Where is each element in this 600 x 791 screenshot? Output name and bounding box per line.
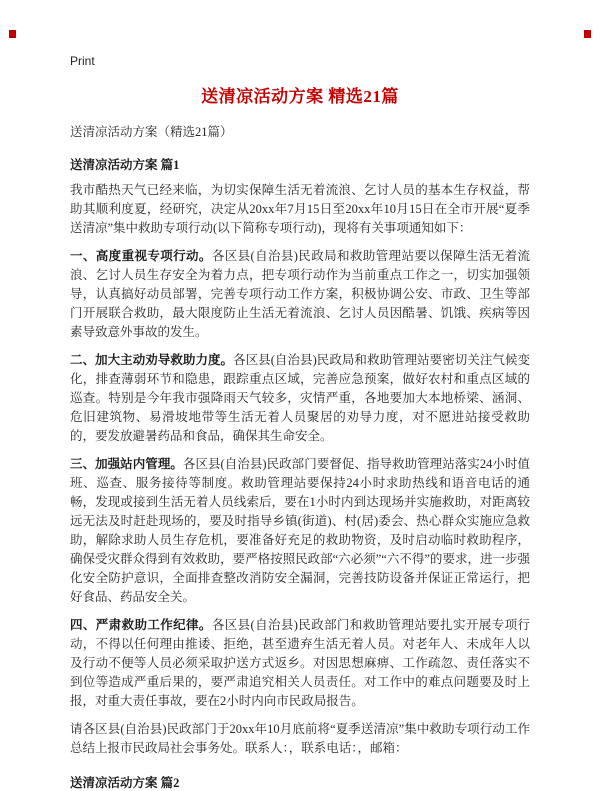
closing-paragraph (70, 720, 530, 758)
page-corner-mark-right (584, 30, 591, 38)
page-title: 送清凉活动方案 精选21篇 (201, 87, 399, 106)
paragraph-item-3-text: 各区县(自治县)民政部门要督促、指导救助管理站落实24小时值班、巡查、服务接待等制度。救助管理站要保持24小时求助热线和语音电话的通畅，发现或接到生活无着人员线索后，要在1小时内到达现场并实施救助，对距离较远无法及时赶赴现场的，要及时指导乡镇(街道)、村(居)委会、热心群众实施应急救助，解除求助人员生存危机，要准备好充足的救助物资，及时启动临时救助程序，确保受灾群众得到有效救助，要严格按照民政部“六必须”“六不得”的要求，进一步强化安全防护意识，全面排查整改消防安全漏洞，完善技防设备并保证正常运行，把好食品、药品安全关。 (70, 457, 530, 604)
print-link[interactable]: Print (70, 54, 95, 68)
section-heading-part2: 送清凉活动方案 篇2 (70, 776, 180, 790)
paragraph-item-1-text: 各区县(自治县)民政局和救助管理站要以保障生活无着流浪、乞讨人员生存安全为着力点，把专项行动作为当前重点工作之一，切实加强领导，认真搞好动员部署，完善专项行动工作方案，积极协调公安、市政、卫生等部门开展联合救助，最大限度防止生活无着流浪、乞讨人员因酷暑、饥饿、疾病等因素导致意外事故的发生。 (70, 249, 530, 339)
paragraph-item-1-lead: 一、高度重视专项行动。 (70, 249, 212, 263)
paragraph-item-4-lead: 四、严肃救助工作纪律。 (70, 618, 212, 632)
paragraph-item-1 (70, 247, 530, 342)
intro-paragraph (70, 181, 530, 238)
paragraph-item-2-text: 各区县(自治县)民政局和救助管理站要密切关注气候变化，排查薄弱环节和隐患，跟踪重点区域，完善应急预案，做好农村和重点区域的巡查。特别是今年我市强降雨天气较多，灾情严重，各地要加大本地桥梁、涵洞、危旧建筑物、易滑坡地带等生活无着人员聚居的劝导力度，对不愿进站接受救助的，要发放避暑药品和食品，确保其生命安全。 (70, 353, 530, 443)
paragraph-item-4-text: 各区县(自治县)民政部门和救助管理站要扎实开展专项行动，不得以任何理由推诿、拒绝，甚至遗弃生活无着人员。对老年人、未成年人以及行动不便等人员必须采取护送方式返乡。对因思想麻痹、工作疏忽、责任落实不到位等造成严重后果的，要严肃追究相关人员责任。对工作中的难点问题要及时上报，对重大责任事故，要在2小时内向市民政局报告。 (70, 618, 530, 708)
paragraph-item-3-lead: 三、加强站内管理。 (70, 457, 183, 471)
paragraph-item-3 (70, 455, 530, 607)
closing-paragraph-text: 请各区县(自治县)民政部门于20xx年10月底前将“夏季送清凉”集中救助专项行动工作总结上报市民政局社会事务处。联系人：，联系电话：，邮箱： (70, 722, 530, 755)
page-subtitle: 送清凉活动方案（精选21篇） (70, 125, 233, 139)
page-corner-mark-left (9, 30, 16, 38)
section-heading-part1: 送清凉活动方案 篇1 (70, 158, 180, 172)
intro-paragraph-text: 我市酷热天气已经来临，为切实保障生活无着流浪、乞讨人员的基本生存权益，帮助其顺利度夏，经研究，决定从20xx年7月15日至20xx年10月15日在全市开展“夏季送清凉”集中救助专项行动(以下简称专项行动)，现将有关事项通知如下： (70, 183, 530, 235)
paragraph-item-4 (70, 616, 530, 711)
paragraph-item-2-lead: 二、加大主动劝导救助力度。 (70, 353, 234, 367)
paragraph-item-2 (70, 351, 530, 446)
